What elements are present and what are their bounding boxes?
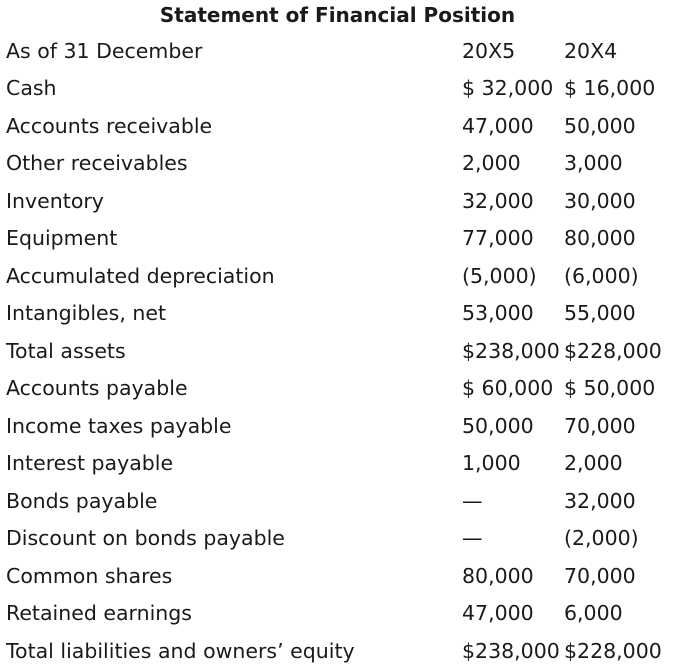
row-value-20x4: 70,000 [564,563,636,588]
row-value-20x4: (2,000) [564,526,639,551]
table-header-row [6,32,669,70]
row-label: Total assets [6,338,126,363]
row-value-20x5: 47,000 [462,113,534,138]
row-label: Accumulated depreciation [6,263,275,288]
table-row [6,557,669,595]
table-row [6,182,669,220]
table-row [6,445,669,483]
table-row [6,145,669,183]
table-row [6,370,669,408]
row-value-20x5: $ 32,000 [462,76,554,101]
row-value-20x4: 70,000 [564,413,636,438]
row-value-20x5: — [462,526,483,551]
row-value-20x4: 30,000 [564,188,636,213]
row-label: Cash [6,76,57,101]
row-value-20x5: 47,000 [462,601,534,626]
table-row [6,332,669,370]
row-value-20x4: 80,000 [564,226,636,251]
row-value-20x5: 32,000 [462,188,534,213]
table-row [6,70,669,108]
row-label: Interest payable [6,451,174,476]
row-value-20x4: $228,000 [564,338,662,363]
row-label: Inventory [6,188,104,213]
row-value-20x5: 1,000 [462,451,521,476]
row-label: Accounts receivable [6,113,213,138]
row-value-20x5: — [462,488,483,513]
row-value-20x4: $ 16,000 [564,76,656,101]
table-row [6,257,669,295]
row-value-20x4: $228,000 [564,638,662,663]
table-row [6,595,669,633]
row-label: Bonds payable [6,488,158,513]
row-value-20x4: 2,000 [564,451,623,476]
table-row [6,295,669,333]
table-row [6,520,669,558]
statement-title: Statement of Financial Position [159,3,516,27]
row-value-20x4: 50,000 [564,113,636,138]
row-label: Retained earnings [6,601,192,626]
row-label: Intangibles, net [6,301,167,326]
row-label: Other receivables [6,151,188,176]
row-value-20x5: $238,000 [462,638,560,663]
table-row [6,220,669,258]
row-value-20x5: 2,000 [462,151,521,176]
row-value-20x5: $ 60,000 [462,376,554,401]
row-value-20x4: 6,000 [564,601,623,626]
table-row [6,107,669,145]
row-label: Discount on bonds payable [6,526,285,551]
table-row [6,482,669,520]
row-label: Income taxes payable [6,413,232,438]
row-value-20x5: (5,000) [462,263,537,288]
row-label: Common shares [6,563,173,588]
table-row [6,407,669,445]
row-value-20x5: $238,000 [462,338,560,363]
row-label: Equipment [6,226,118,251]
header-label: As of 31 December [6,38,203,63]
row-value-20x5: 77,000 [462,226,534,251]
row-value-20x5: 50,000 [462,413,534,438]
row-label: Total liabilities and owners’ equity [6,638,355,663]
row-value-20x5: 80,000 [462,563,534,588]
row-value-20x4: 3,000 [564,151,623,176]
financial-position-table [6,32,669,670]
header-year-20x4: 20X4 [564,38,618,63]
row-value-20x4: (6,000) [564,263,639,288]
row-value-20x4: 32,000 [564,488,636,513]
row-value-20x5: 53,000 [462,301,534,326]
row-label: Accounts payable [6,376,188,401]
row-value-20x4: 55,000 [564,301,636,326]
row-value-20x4: $ 50,000 [564,376,656,401]
table-row [6,632,669,670]
header-year-20x5: 20X5 [462,38,516,63]
